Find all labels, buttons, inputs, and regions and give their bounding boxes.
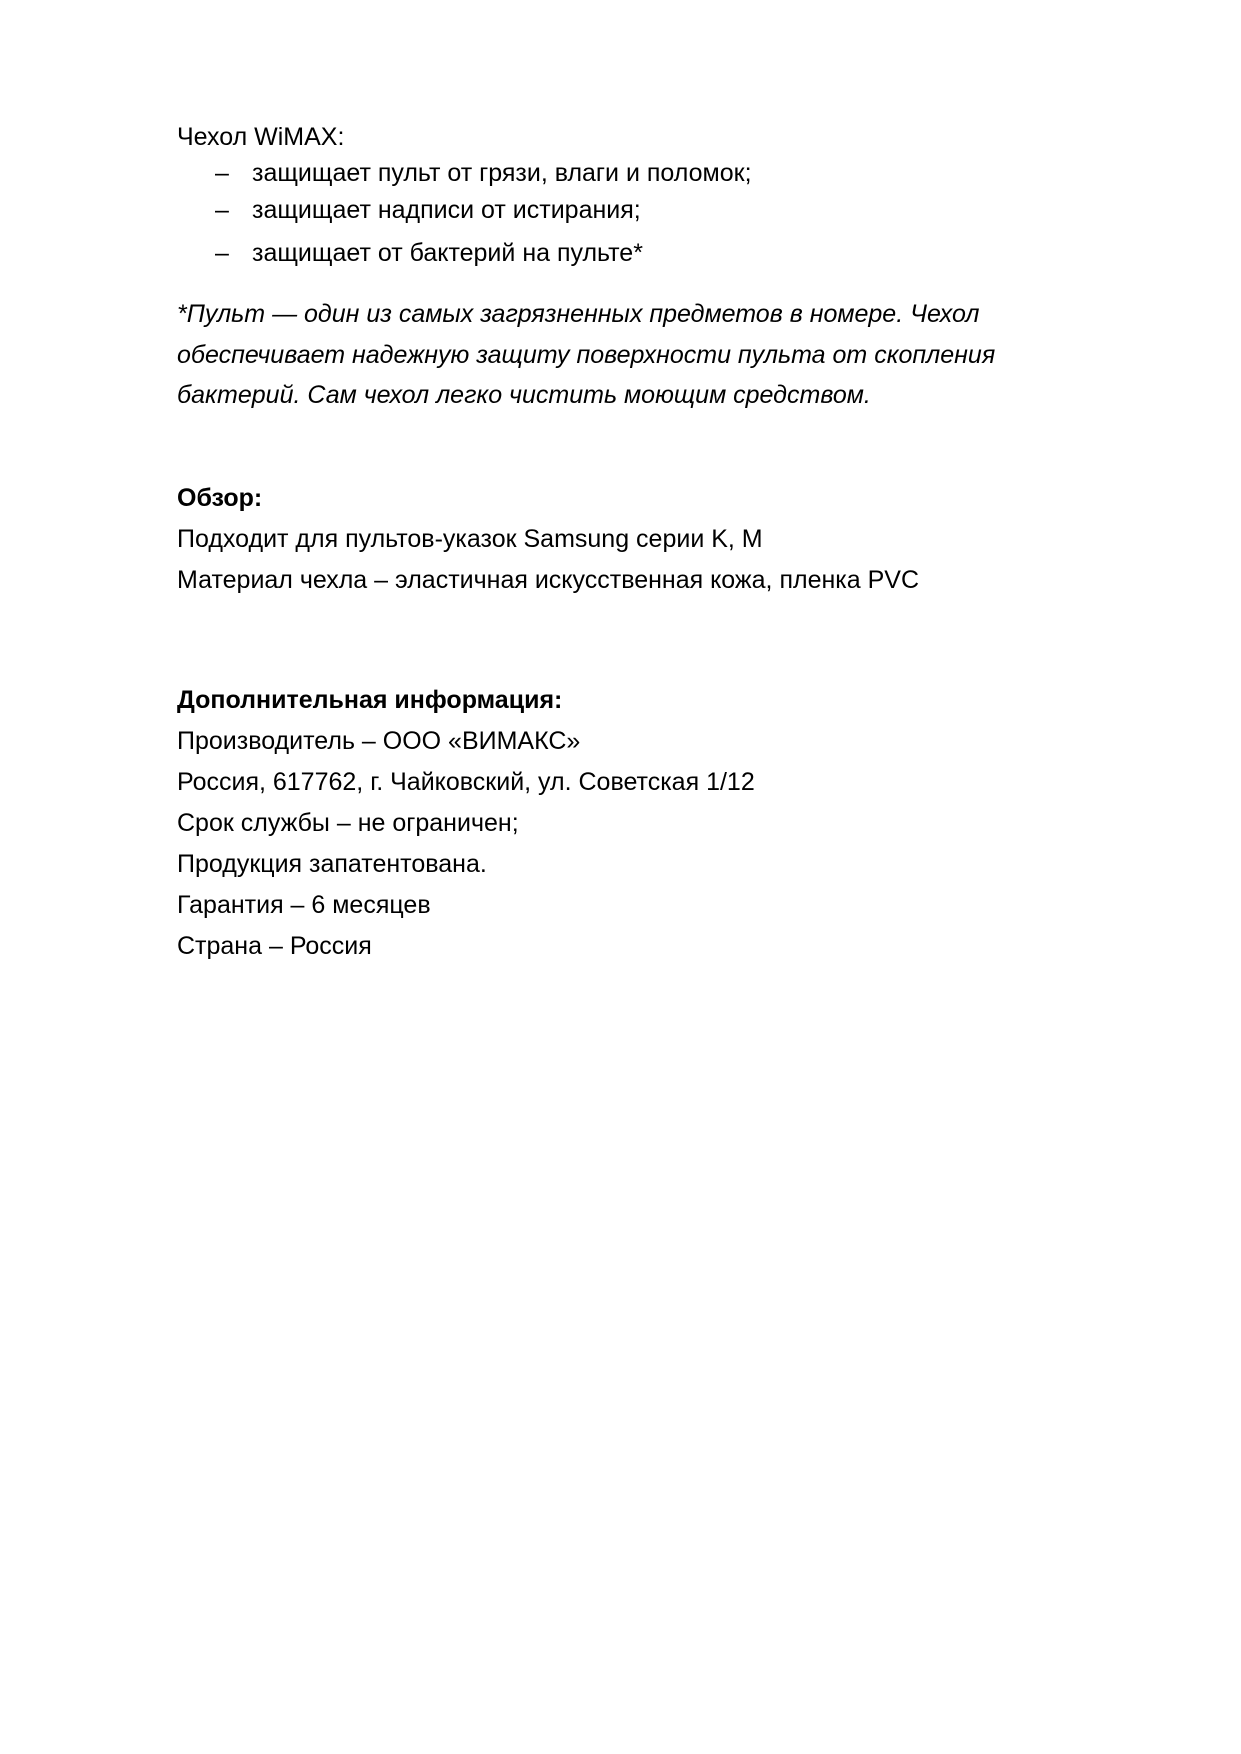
- overview-line: Материал чехла – эластичная искусственная кожа, пленка PVC: [177, 566, 920, 594]
- feature-text: защищает надписи от истирания;: [252, 196, 641, 224]
- product-title: Чехол WiMAX:: [177, 123, 345, 151]
- additional-info-line: Страна – Россия: [177, 932, 372, 960]
- dash-bullet-icon: –: [215, 196, 229, 224]
- footnote-line: обеспечивает надежную защиту поверхности пульта от скопления: [177, 340, 996, 369]
- footnote: [177, 294, 1077, 416]
- list-item: [177, 233, 752, 273]
- overview-heading: Обзор:: [177, 484, 263, 512]
- feature-list: [177, 155, 752, 273]
- feature-text: защищает пульт от грязи, влаги и поломок;: [252, 159, 752, 187]
- additional-info-heading: Дополнительная информация:: [177, 686, 563, 714]
- additional-info-line: Гарантия – 6 месяцев: [177, 891, 431, 919]
- additional-info-line: Производитель – ООО «ВИМАКС»: [177, 727, 581, 755]
- dash-bullet-icon: –: [215, 159, 229, 187]
- footnote-line: *Пульт — один из самых загрязненных предметов в номере. Чехол: [177, 300, 980, 328]
- additional-info-line: Россия, 617762, г. Чайковский, ул. Советская 1/12: [177, 768, 755, 796]
- additional-info-line: Срок службы – не ограничен;: [177, 809, 519, 837]
- dash-bullet-icon: –: [215, 239, 229, 267]
- overview-line: Подходит для пультов-указок Samsung серии K, M: [177, 525, 763, 553]
- list-item: [177, 155, 752, 192]
- additional-info-line: Продукция запатентована.: [177, 850, 487, 878]
- list-item: [177, 192, 752, 233]
- footnote-line: бактерий. Сам чехол легко чистить моющим средством.: [177, 381, 871, 409]
- feature-text: защищает от бактерий на пульте*: [252, 239, 643, 267]
